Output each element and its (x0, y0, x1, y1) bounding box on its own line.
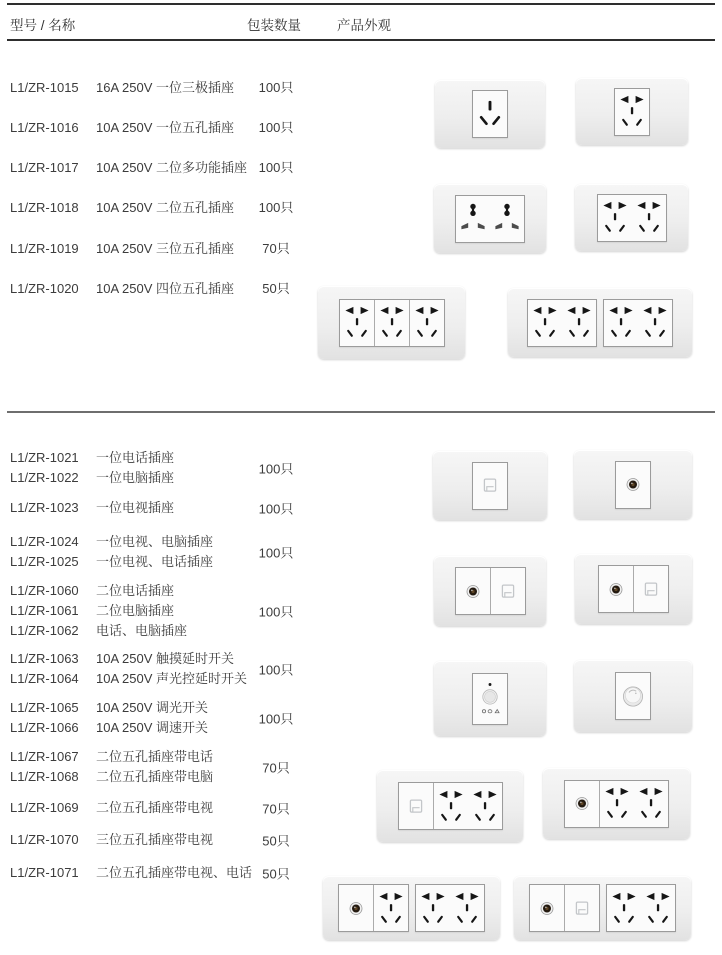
model-code: L1/ZR-1064 (10, 671, 79, 686)
table-row (0, 120, 350, 136)
pack-quantity: 100只 (258, 662, 294, 678)
model-code: L1/ZR-1017 (10, 160, 79, 175)
model-code: L1/ZR-1062 (10, 623, 79, 638)
model-code: L1/ZR-1063 (10, 651, 79, 666)
table-row (0, 200, 350, 216)
tv-coax-connector-icon (340, 887, 372, 930)
product-name: 10A 250V 调速开关 (96, 720, 208, 735)
five-hole-socket-icon (616, 90, 648, 133)
socket-module-frame (339, 299, 445, 347)
socket-module-frame (606, 884, 676, 932)
model-code: L1/ZR-1019 (10, 241, 79, 256)
model-code: L1/ZR-1020 (10, 281, 79, 296)
pack-quantity: 100只 (258, 200, 294, 215)
model-code: L1/ZR-1065 (10, 700, 79, 715)
model-code: L1/ZR-1018 (10, 200, 79, 215)
product-photo-dimmer-switch (574, 660, 692, 732)
product-name: 二位五孔插座带电话 (96, 749, 214, 764)
five-hole-socket-icon (639, 301, 671, 344)
product-photo-2x5hole-with-tv-phone (514, 876, 691, 940)
table-row (0, 281, 350, 297)
model-code: L1/ZR-1016 (10, 120, 79, 135)
five-hole-socket-icon (417, 887, 449, 930)
socket-module-frame (472, 462, 508, 510)
product-name: 10A 250V 二位多功能插座 (96, 160, 247, 175)
section-divider (7, 411, 715, 413)
product-name: 二位五孔插座带电视 (96, 800, 214, 815)
five-hole-socket-icon (411, 301, 443, 344)
pack-quantity: 100只 (258, 461, 294, 477)
table-row-group (0, 747, 350, 787)
product-name: 10A 250V 二位五孔插座 (96, 200, 234, 215)
product-name: 10A 250V 一位五孔插座 (96, 120, 234, 135)
table-row (0, 80, 350, 96)
product-name: 16A 250V 一位三极插座 (96, 80, 234, 95)
pack-quantity: 100只 (258, 160, 294, 175)
model-code: L1/ZR-1067 (10, 749, 79, 764)
socket-module-frame (529, 884, 600, 932)
col-header-appearance: 产品外观 (337, 18, 391, 33)
rj-jack-icon (566, 887, 598, 930)
table-row-group (0, 863, 350, 883)
pack-quantity: 100只 (258, 604, 294, 620)
model-code: L1/ZR-1024 (10, 534, 79, 549)
five-hole-socket-icon (635, 782, 667, 825)
pack-quantity: 100只 (258, 80, 294, 95)
pack-quantity: 100只 (258, 711, 294, 727)
five-hole-socket-icon (451, 887, 483, 930)
product-photo-2x5hole-with-phone (377, 770, 523, 842)
table-row-group (0, 498, 350, 518)
product-photo-2x5hole-with-tv (543, 768, 690, 839)
table-row (0, 241, 350, 257)
five-hole-socket-icon (375, 887, 407, 930)
rj-jack-icon (400, 785, 432, 828)
model-code: L1/ZR-1023 (10, 500, 79, 515)
product-photo-4gang-5hole-socket (508, 288, 692, 357)
socket-module-frame (597, 194, 667, 242)
five-hole-socket-icon (608, 887, 640, 930)
socket-module-frame (415, 884, 485, 932)
product-name: 一位电视、电话插座 (96, 554, 214, 569)
socket-module-frame (598, 565, 669, 613)
col-header-quantity: 包装数量 (247, 18, 301, 33)
switch-module-frame (472, 673, 508, 725)
model-code: L1/ZR-1070 (10, 832, 79, 847)
product-name: 10A 250V 触摸延时开关 (96, 651, 234, 666)
five-hole-socket-icon (642, 887, 674, 930)
pack-quantity: 50只 (262, 866, 290, 882)
pack-quantity: 50只 (262, 833, 290, 849)
col-header-model-name: 型号 / 名称 (10, 18, 76, 33)
five-hole-socket-icon (601, 782, 633, 825)
model-code: L1/ZR-1066 (10, 720, 79, 735)
product-name: 三位五孔插座带电视 (96, 832, 214, 847)
product-photo-tv-computer-socket (434, 556, 546, 626)
product-photo-touch-delay-switch (434, 661, 546, 736)
socket-module-frame (615, 461, 651, 509)
model-code: L1/ZR-1015 (10, 80, 79, 95)
model-code: L1/ZR-1061 (10, 603, 79, 618)
product-photo-1gang-5hole-socket (576, 78, 688, 145)
table-row (0, 160, 350, 176)
socket-module-frame (338, 884, 409, 932)
socket-module-frame (614, 88, 650, 136)
tv-coax-connector-icon (531, 887, 563, 930)
five-hole-socket-icon (376, 301, 408, 344)
product-photo-2gang-5hole-socket (575, 184, 688, 251)
product-name: 二位五孔插座带电视、电话 (96, 865, 253, 880)
pack-quantity: 70只 (262, 760, 290, 776)
model-code: L1/ZR-1025 (10, 554, 79, 569)
pack-quantity: 70只 (262, 801, 290, 817)
table-row-group (0, 830, 350, 850)
tv-coax-connector-icon (600, 568, 632, 611)
universal-socket-icon (457, 197, 489, 240)
socket-module-frame (603, 299, 673, 347)
socket-module-frame (398, 782, 503, 830)
socket-module-frame (455, 195, 525, 243)
product-photo-tv-socket (574, 450, 692, 519)
table-row-group (0, 698, 350, 738)
product-photo-2gang-universal-socket (434, 184, 546, 253)
touch-switch-icon (474, 675, 506, 722)
pack-quantity: 100只 (258, 120, 294, 135)
product-name: 二位电话插座 (96, 583, 175, 598)
model-code: L1/ZR-1022 (10, 470, 79, 485)
switch-module-frame (615, 672, 651, 720)
product-photo-phone-computer-jack-socket (433, 451, 547, 520)
product-name: 电话、电脑插座 (96, 623, 188, 638)
product-photo-3gang-5hole-socket (318, 286, 465, 359)
socket-module-frame (472, 90, 508, 138)
model-code: L1/ZR-1068 (10, 769, 79, 784)
five-hole-socket-icon (605, 301, 637, 344)
model-code: L1/ZR-1021 (10, 450, 79, 465)
product-name: 10A 250V 调光开关 (96, 700, 208, 715)
table-row-group (0, 798, 350, 818)
five-hole-socket-icon (341, 301, 373, 344)
table-row-group (0, 532, 350, 572)
rj-jack-icon (492, 570, 524, 613)
socket-module-frame (455, 567, 526, 615)
product-photo-tv-phone-socket (575, 554, 692, 624)
pack-quantity: 50只 (262, 281, 290, 296)
three-pin-socket-icon (474, 93, 506, 136)
dimmer-knob-icon (617, 675, 649, 718)
table-row-group (0, 448, 350, 488)
product-name: 二位电脑插座 (96, 603, 175, 618)
five-hole-socket-icon (599, 196, 631, 239)
product-name: 一位电话插座 (96, 450, 175, 465)
table-row-group (0, 649, 350, 689)
pack-quantity: 100只 (258, 545, 294, 561)
product-name: 一位电脑插座 (96, 470, 175, 485)
product-photo-3x5hole-with-tv (323, 876, 500, 940)
product-name: 10A 250V 声光控延时开关 (96, 671, 247, 686)
pack-quantity: 100只 (258, 501, 294, 517)
rj-jack-icon (635, 568, 667, 611)
model-code: L1/ZR-1071 (10, 865, 79, 880)
product-photo-1gang-3pin-socket (435, 80, 545, 148)
five-hole-socket-icon (563, 301, 595, 344)
socket-module-frame (564, 780, 669, 828)
five-hole-socket-icon (469, 785, 501, 828)
model-code: L1/ZR-1069 (10, 800, 79, 815)
model-code: L1/ZR-1060 (10, 583, 79, 598)
product-name: 一位电视、电脑插座 (96, 534, 214, 549)
table-row-group (0, 581, 350, 641)
tv-coax-connector-icon (617, 463, 649, 506)
rj-jack-icon (474, 464, 506, 507)
product-name: 10A 250V 四位五孔插座 (96, 281, 234, 296)
product-name: 二位五孔插座带电脑 (96, 769, 214, 784)
tv-coax-connector-icon (566, 782, 598, 825)
top-rule (7, 3, 715, 5)
pack-quantity: 70只 (262, 241, 290, 256)
product-name: 一位电视插座 (96, 500, 175, 515)
tv-coax-connector-icon (457, 570, 489, 613)
socket-module-frame (527, 299, 597, 347)
five-hole-socket-icon (633, 196, 665, 239)
universal-socket-icon (491, 197, 523, 240)
header-rule (7, 39, 715, 41)
five-hole-socket-icon (529, 301, 561, 344)
product-name: 10A 250V 三位五孔插座 (96, 241, 234, 256)
five-hole-socket-icon (435, 785, 467, 828)
